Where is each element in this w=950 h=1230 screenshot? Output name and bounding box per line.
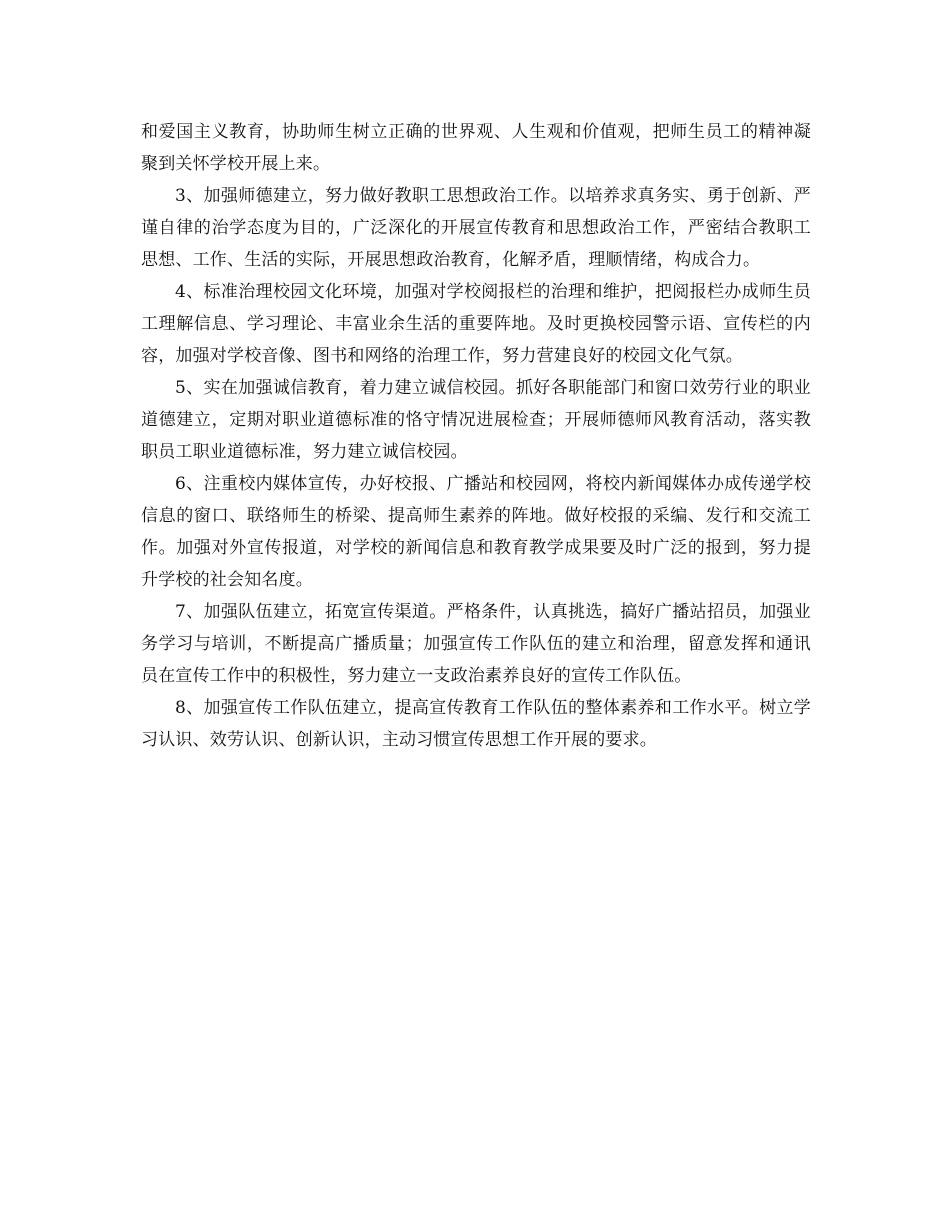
paragraph-item-8: 8、加强宣传工作队伍建立，提高宣传教育工作队伍的整体素养和工作水平。树立学习认识、效劳认识、创新认识，主动习惯宣传思想工作开展的要求。 (141, 698, 811, 750)
paragraph-item-4: 4、标准治理校园文化环境，加强对学校阅报栏的治理和维护，把阅报栏办成师生员工理解信息、学习理论、丰富业余生活的重要阵地。及时更换校园警示语、宣传栏的内容，加强对学校音像、图书和网络的治理工作，努力营建良好的校园文化气氛。 (141, 282, 811, 366)
paragraph-item-7: 7、加强队伍建立，拓宽宣传渠道。严格条件，认真挑选，搞好广播站招员，加强业务学习与培训，不断提高广播质量；加强宣传工作队伍的建立和治理，留意发挥和通讯员在宣传工作中的积极性，努力建立一支政治素养良好的宣传工作队伍。 (141, 602, 811, 686)
document-body (141, 116, 811, 756)
paragraph-item-5: 5、实在加强诚信教育，着力建立诚信校园。抓好各职能部门和窗口效劳行业的职业道德建立，定期对职业道德标准的恪守情况进展检查；开展师德师风教育活动，落实教职员工职业道德标准，努力建立诚信校园。 (141, 378, 811, 462)
paragraph-continuation: 和爱国主义教育，协助师生树立正确的世界观、人生观和价值观，把师生员工的精神凝聚到关怀学校开展上来。 (141, 122, 811, 174)
paragraph-item-3: 3、加强师德建立，努力做好教职工思想政治工作。以培养求真务实、勇于创新、严谨自律的治学态度为目的，广泛深化的开展宣传教育和思想政治工作，严密结合教职工思想、工作、生活的实际，开展思想政治教育，化解矛盾，理顺情绪，构成合力。 (141, 186, 811, 270)
paragraph-item-6: 6、注重校内媒体宣传，办好校报、广播站和校园网，将校内新闻媒体办成传递学校信息的窗口、联络师生的桥梁、提高师生素养的阵地。做好校报的采编、发行和交流工作。加强对外宣传报道，对学校的新闻信息和教育教学成果要及时广泛的报到，努力提升学校的社会知名度。 (141, 474, 811, 590)
